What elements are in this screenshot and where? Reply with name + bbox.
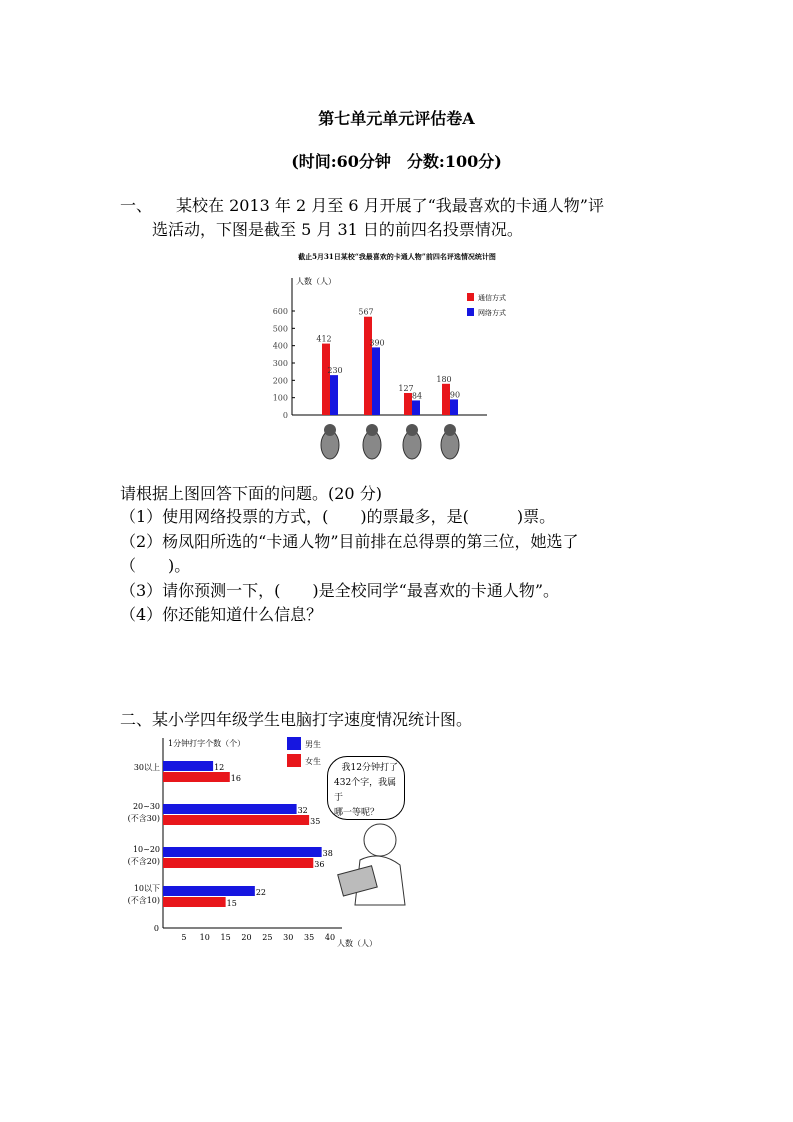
category-label: 30以上 <box>133 763 160 772</box>
vote-chart <box>262 250 532 465</box>
data-label: 16 <box>230 774 241 783</box>
q1-item-3: （3）请你预测一下，( )是全校同学“最喜欢的卡通人物”。 <box>120 581 560 600</box>
q1-item-2-cont: （ )。 <box>120 556 191 575</box>
cartoon-character-icon <box>403 424 421 459</box>
x-tick-label: 0 <box>153 924 159 933</box>
x-tick-label: 10 <box>199 933 210 942</box>
legend-label: 男生 <box>305 740 321 749</box>
bar-男生 <box>163 847 322 857</box>
y-axis-label: 人数（人） <box>296 277 336 286</box>
y-tick-label: 600 <box>272 307 288 316</box>
category-label: (不含20) <box>127 857 160 866</box>
data-label: 567 <box>358 307 374 317</box>
bubble-line: 哪一等呢？ <box>334 808 380 818</box>
bubble-line: 我12分钟打了 <box>341 763 398 773</box>
cartoon-character-icon <box>441 424 459 459</box>
bar-网络方式 <box>330 375 338 415</box>
chart-title: 截止5月31日某校“我最喜欢的卡通人物”前四名评选情况统计图 <box>298 252 496 261</box>
x-tick-label: 5 <box>181 933 187 942</box>
cartoon-character-head-icon <box>324 424 336 436</box>
y-tick-label: 0 <box>282 411 288 420</box>
category-label: 10~20 <box>132 845 160 854</box>
q2-heading: 二、某小学四年级学生电脑打字速度情况统计图。 <box>120 710 473 729</box>
x-tick-label: 25 <box>262 933 273 942</box>
category-label: (不含30) <box>127 814 160 823</box>
bar-女生 <box>163 858 313 868</box>
bar-男生 <box>163 804 297 814</box>
data-label: 390 <box>369 338 385 348</box>
x-tick-label: 35 <box>304 933 315 942</box>
page-title: 第七单元单元评估卷A <box>318 109 475 128</box>
legend-label: 通信方式 <box>478 294 506 302</box>
legend-swatch <box>287 737 301 750</box>
y-tick-label: 400 <box>272 341 288 351</box>
bar-女生 <box>163 815 309 825</box>
bar-女生 <box>163 772 230 782</box>
bar-网络方式 <box>412 400 420 415</box>
category-label: (不含10) <box>127 896 160 905</box>
y-tick-label: 300 <box>272 359 288 368</box>
legend-swatch <box>287 754 301 767</box>
student-at-computer-illustration <box>335 815 420 910</box>
y-tick-label: 100 <box>272 393 288 403</box>
q1-text-line2: 选活动，下图是截至 5 月 31 日的前四名投票情况。 <box>152 220 523 239</box>
data-label: 35 <box>310 817 321 826</box>
cartoon-character-icon <box>363 424 381 459</box>
q1-item-1: （1）使用网络投票的方式，( )的票最多，是( )票。 <box>120 507 556 526</box>
legend-swatch <box>467 293 474 301</box>
legend-label: 网络方式 <box>478 309 506 317</box>
data-label: 412 <box>316 334 332 344</box>
bar-通信方式 <box>322 344 330 415</box>
data-label: 32 <box>297 806 308 815</box>
bar-通信方式 <box>442 384 450 415</box>
bar-通信方式 <box>364 317 372 415</box>
legend-swatch <box>467 308 474 316</box>
x-tick-label: 15 <box>220 933 231 942</box>
x-tick-label: 30 <box>283 933 294 942</box>
cartoon-character-head-icon <box>406 424 418 436</box>
cartoon-character-head-icon <box>444 424 456 436</box>
x-tick-label: 40 <box>324 933 336 942</box>
x-axis-label: 人数（人） <box>337 939 377 948</box>
cartoon-character-icon <box>321 424 339 459</box>
data-label: 15 <box>226 899 237 908</box>
data-label: 180 <box>436 374 452 384</box>
data-label: 36 <box>314 860 325 869</box>
q1-item-2: （2）杨凤阳所选的“卡通人物”目前排在总得票的第三位，她选了 <box>120 532 579 551</box>
bar-女生 <box>163 897 226 907</box>
bar-通信方式 <box>404 393 412 415</box>
category-label: 20~30 <box>132 802 160 811</box>
y-axis-label: 1分钟打字个数（个） <box>168 739 246 748</box>
y-tick-label: 200 <box>272 376 288 386</box>
data-label: 12 <box>214 763 225 772</box>
x-tick-label: 20 <box>241 933 252 942</box>
q1-text-line1: 某校在 2013 年 2 月至 6 月开展了“我最喜欢的卡通人物”评 <box>176 196 604 215</box>
legend-label: 女生 <box>305 757 321 766</box>
bar-男生 <box>163 761 213 771</box>
q1-number: 一、 <box>120 196 153 215</box>
bar-网络方式 <box>372 347 380 415</box>
data-label: 127 <box>398 383 414 393</box>
data-label: 90 <box>449 390 461 400</box>
bar-男生 <box>163 886 255 896</box>
cartoon-character-head-icon <box>366 424 378 436</box>
y-tick-label: 500 <box>272 324 288 334</box>
data-label: 230 <box>327 366 343 376</box>
page-subtitle: (时间:60分钟 分数:100分) <box>291 152 502 171</box>
data-label: 84 <box>411 391 423 401</box>
q1-item-4: （4）你还能知道什么信息？ <box>120 605 323 624</box>
bubble-line: 432个字，我属于 <box>334 778 397 803</box>
data-label: 38 <box>322 849 333 858</box>
category-label: 10以下 <box>133 884 160 893</box>
bar-网络方式 <box>450 399 458 415</box>
speech-bubble <box>327 756 405 820</box>
q1-prompt: 请根据上图回答下面的问题。(20 分) <box>120 484 382 503</box>
data-label: 22 <box>255 888 267 897</box>
